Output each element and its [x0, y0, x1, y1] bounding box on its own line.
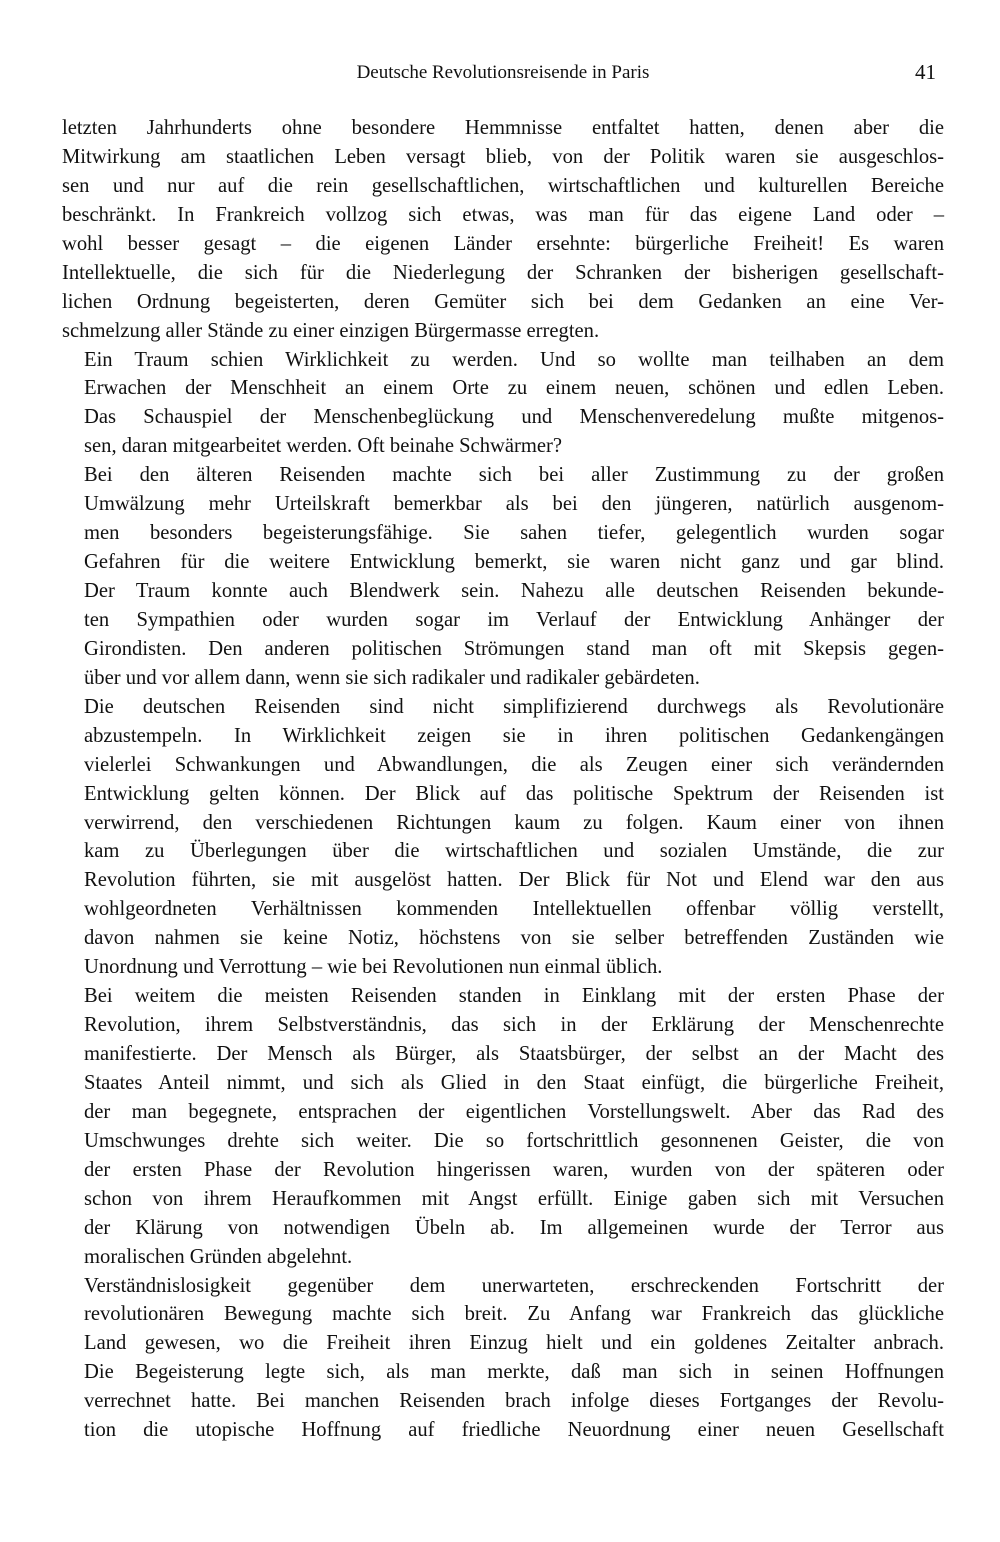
- text-line: wohlgeordneten Verhältnissen kommenden Intellektuellen offenbar völlig verstellt,: [84, 898, 944, 921]
- text-line: moralischen Gründen abgelehnt.: [84, 1245, 353, 1268]
- text-line: tion die utopische Hoffnung auf friedliche Neuordnung einer neuen Gesellschaft: [84, 1419, 944, 1442]
- text-line: lichen Ordnung begeisterten, deren Gemüter sich bei dem Gedanken an eine Ver-: [62, 290, 944, 313]
- text-line: Gefahren für die weitere Entwicklung bemerkt, sie waren nicht ganz und gar blind.: [84, 551, 944, 574]
- paragraph: [62, 1272, 944, 1446]
- text-line: Intellektuelle, die sich für die Niederlegung der Schranken der bisherigen gesellschaft-: [62, 261, 944, 284]
- text-line: Das Schauspiel der Menschenbeglückung und Menschenveredelung mußte mitgenos-: [84, 406, 944, 429]
- running-title: Deutsche Revolutionsreisende in Paris: [356, 62, 650, 83]
- text-line: Land gewesen, wo die Freiheit ihren Einzug hielt und ein goldenes Zeitalter anbrach.: [84, 1332, 944, 1355]
- paragraph: [62, 461, 944, 693]
- text-line: Bei weitem die meisten Reisenden standen in Einklang mit der ersten Phase der: [84, 985, 944, 1008]
- text-line: abzustempeln. In Wirklichkeit zeigen sie in ihren politischen Gedankengängen: [84, 724, 944, 747]
- text-line: Girondisten. Den anderen politischen Strömungen stand man oft mit Skepsis gegen-: [84, 637, 944, 660]
- text-line: über und vor allem dann, wenn sie sich radikaler und radikaler gebärdeten.: [84, 666, 700, 689]
- text-line: Unordnung und Verrottung – wie bei Revolutionen nun einmal üblich.: [84, 956, 663, 979]
- text-line: Revolution führten, sie mit ausgelöst hatten. Der Blick für Not und Elend war den aus: [84, 869, 944, 892]
- text-line: schon von ihrem Heraufkommen mit Angst erfüllt. Einige gaben sich mit Versuchen: [84, 1187, 944, 1210]
- text-line: der ersten Phase der Revolution hingerissen waren, wurden von der späteren oder: [84, 1158, 944, 1181]
- paragraph: [62, 693, 944, 982]
- text-line: der Klärung von notwendigen Übeln ab. Im allgemeinen wurde der Terror aus: [84, 1216, 944, 1239]
- text-line: kam zu Überlegungen über die wirtschaftlichen und sozialen Umstände, die zur: [84, 840, 944, 863]
- text-line: vielerlei Schwankungen und Abwandlungen, die als Zeugen einer sich verändernden: [84, 753, 944, 776]
- text-line: Die deutschen Reisenden sind nicht simplifizierend durchwegs als Revolutionäre: [84, 695, 944, 718]
- text-line: Die Begeisterung legte sich, als man merkte, daß man sich in seinen Hoffnungen: [84, 1361, 944, 1384]
- text-line: Bei den älteren Reisenden machte sich bei aller Zustimmung zu der großen: [84, 464, 944, 487]
- text-line: verwirrend, den verschiedenen Richtungen kaum zu folgen. Kaum einer von ihnen: [84, 811, 944, 834]
- text-line: der man begegnete, entsprachen der eigentlichen Vorstellungswelt. Aber das Rad des: [84, 1100, 944, 1123]
- text-line: Umwälzung mehr Urteilskraft bemerkbar als bei den jüngeren, natürlich ausgenom-: [84, 493, 944, 516]
- text-line: Staates Anteil nimmt, und sich als Glied in den Staat einfügt, die bürgerliche Freiheit,: [84, 1071, 944, 1094]
- page-number: 41: [915, 60, 936, 84]
- running-head: [62, 60, 944, 90]
- text-line: davon nahmen sie keine Notiz, höchstens von sie selber betreffenden Zuständen wie: [84, 927, 944, 950]
- text-line: Entwicklung gelten können. Der Blick auf das politische Spektrum der Reisenden ist: [84, 782, 944, 805]
- text-line: verrechnet hatte. Bei manchen Reisenden brach infolge dieses Fortganges der Revolu-: [84, 1390, 944, 1413]
- text-line: Mitwirkung am staatlichen Leben versagt blieb, von der Politik waren sie ausgeschlos-: [62, 145, 944, 168]
- body-text: [62, 114, 944, 1445]
- text-line: manifestierte. Der Mensch als Bürger, als Staatsbürger, der selbst an der Macht des: [84, 1043, 944, 1065]
- text-line: revolutionären Bewegung machte sich breit. Zu Anfang war Frankreich das glückliche: [84, 1303, 944, 1326]
- text-line: letzten Jahrhunderts ohne besondere Hemmnisse entfaltet hatten, denen aber die: [62, 117, 944, 139]
- text-line: Ein Traum schien Wirklichkeit zu werden. Und so wollte man teilhaben an dem: [84, 348, 944, 371]
- text-line: sen, daran mitgearbeitet werden. Oft beinahe Schwärmer?: [84, 435, 563, 458]
- paragraph: [62, 114, 944, 346]
- text-line: beschränkt. In Frankreich vollzog sich etwas, was man für das eigene Land oder –: [62, 203, 944, 226]
- text-line: Der Traum konnte auch Blendwerk sein. Nahezu alle deutschen Reisenden bekunde-: [84, 580, 944, 602]
- text-line: Revolution, ihrem Selbstverständnis, das sich in der Erklärung der Menschenrechte: [84, 1014, 944, 1037]
- text-line: men besonders begeisterungsfähige. Sie sahen tiefer, gelegentlich wurden sogar: [84, 522, 944, 545]
- text-line: Verständnislosigkeit gegenüber dem unerwarteten, erschreckenden Fortschritt der: [84, 1274, 944, 1297]
- text-line: Umschwunges drehte sich weiter. Die so fortschrittlich gesonnenen Geister, die von: [84, 1129, 944, 1152]
- paragraph: [62, 346, 944, 462]
- paragraph: [62, 982, 944, 1271]
- text-line: ten Sympathien oder wurden sogar im Verlauf der Entwicklung Anhänger der: [84, 608, 944, 631]
- text-line: Erwachen der Menschheit an einem Orte zu einem neuen, schönen und edlen Leben.: [84, 377, 944, 400]
- text-line: schmelzung aller Stände zu einer einzigen Bürgermasse erregten.: [62, 319, 600, 342]
- text-line: sen und nur auf die rein gesellschaftlichen, wirtschaftlichen und kulturellen Bereiche: [62, 174, 944, 197]
- text-line: wohl besser gesagt – die eigenen Länder ersehnte: bürgerliche Freiheit! Es waren: [62, 232, 944, 255]
